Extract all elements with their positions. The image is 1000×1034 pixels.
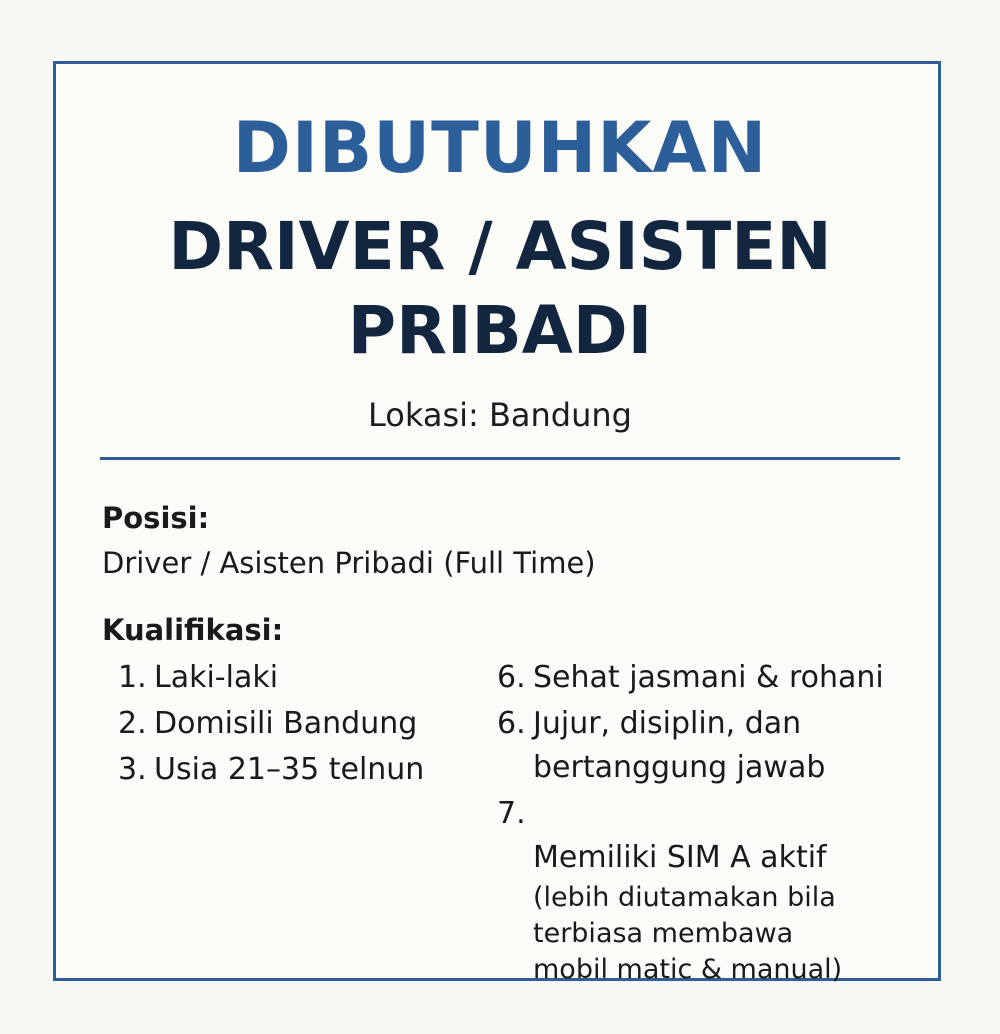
list-number: 6.	[497, 706, 526, 741]
qualification-list-right	[497, 656, 884, 1034]
kualifikasi-label: Kualifikasi:	[102, 613, 284, 647]
qualification-list-left	[118, 656, 424, 794]
list-item	[497, 702, 884, 790]
list-number: 3.	[118, 752, 147, 787]
list-text: Laki-laki	[154, 660, 279, 695]
list-text-wrap	[533, 792, 842, 1032]
list-item	[118, 656, 424, 700]
list-text: Memiliki SIM A aktif	[533, 840, 827, 875]
posisi-value: Driver / Asisten Pribadi (Full Time)	[102, 546, 596, 580]
list-text: Jujur, disiplin, dan bertanggung jawab	[533, 706, 826, 785]
location-text: Lokasi: Bandung	[368, 396, 632, 434]
list-item	[118, 748, 424, 792]
list-text: Sehat jasmani & rohani	[533, 660, 884, 695]
list-item	[497, 656, 884, 700]
job-title: DRIVER / ASISTEN PRIBADI	[168, 208, 832, 369]
list-text: Domisili Bandung	[154, 706, 418, 741]
list-text: Usia 21–35 telnun	[154, 752, 425, 787]
list-number: 6.	[497, 660, 526, 695]
headline: DIBUTUHKAN	[232, 107, 768, 189]
list-item	[497, 792, 884, 1032]
posisi-label: Posisi:	[102, 501, 210, 535]
list-subtext: (lebih diutamakan bila terbiasa membawa mobil matic & manual)	[533, 882, 843, 985]
list-number: 7.	[497, 796, 526, 831]
list-number: 2.	[118, 706, 147, 741]
divider	[100, 457, 900, 460]
list-number: 1.	[118, 660, 147, 695]
list-item	[118, 702, 424, 746]
